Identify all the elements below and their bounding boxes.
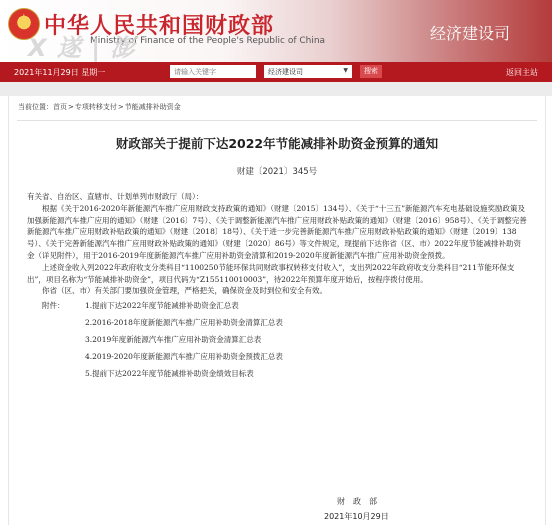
- watermark-logo: X 遂 | 澎: [28, 34, 136, 62]
- site-title[interactable]: 中华人民共和国财政部: [44, 14, 275, 39]
- chevron-down-icon: ▼: [343, 67, 348, 74]
- site-select[interactable]: [264, 65, 352, 78]
- breadcrumb-prefix: 当前位置：: [18, 103, 53, 111]
- site-subtitle: Ministry of Finance of the People's Republic of China: [90, 36, 326, 46]
- paragraph-3: 你省（区、市）有关部门要加强资金管理，严格把关，确保资金及时到位和安全有效。: [42, 286, 327, 296]
- article-panel: [8, 96, 546, 525]
- document-title: 财政部关于提前下达2022年节能减排补助资金预算的通知: [115, 136, 439, 151]
- document-number: 财建〔2021〕345号: [236, 167, 318, 177]
- attachments: [27, 300, 527, 385]
- sign-date: 2021年10月29日: [324, 512, 389, 521]
- header-spacer: [0, 82, 552, 96]
- home-link[interactable]: 返回主站: [506, 68, 538, 77]
- addressee: 有关省、自治区、直辖市、计划单列市财政厅（局）：: [27, 192, 204, 201]
- search-input[interactable]: [170, 65, 256, 78]
- breadcrumb-home[interactable]: 首页: [53, 103, 67, 111]
- breadcrumb-category[interactable]: 专项转移支付: [74, 103, 117, 111]
- attachment-link[interactable]: 1.提前下达2022年度节能减排补助资金汇总表: [85, 301, 239, 311]
- paragraph-2: 上述资金收入列2022年政府收支分类科目“1100250节能环保共同财政事权转移支付收入”，支出列2022年政府收支分类科目“211节能环保支出”，项目名称为“节能减排补助资金”，项目代码为“Z155110010003”，待2022年预算年度开始后，按程序拨付使用。: [27, 262, 515, 284]
- site-header: [0, 0, 552, 62]
- attachment-link[interactable]: 3.2019年度新能源汽车推广应用补助资金清算汇总表: [85, 335, 262, 345]
- document-body: [27, 191, 527, 385]
- section-name: 经济建设司: [429, 24, 510, 43]
- attachment-link[interactable]: 5.提前下达2022年度节能减排补助资金绩效目标表: [85, 369, 254, 379]
- paragraph-1: 根据《关于2016-2020年新能源汽车推广应用财政支持政策的通知》（财建〔2015〕134号）、《关于“十三五”新能源汽车充电基础设施奖励政策及加强新能源汽车推广应用的通知》（财建〔2016〕7号）、《关于调整新能源汽车推广应用财政补贴政策的通知》（财建〔2016〕958号）、《关于调整完善新能源汽车推广应用财政补贴政策的通知》（财建〔2018〕18号）、《关于进一步完善新能源汽车推广应用财政补贴政策的通知》（财建〔2019〕138号）、《关于完善新能源汽车推广应用财政补贴政策的通知》（财建〔2020〕86号）等文件规定，现提前下达你省（区、市）2022年度节能减排补助资金（详见附件），用于2016-2019年度新能源汽车推广应用补助资金清算和2019-2020年度新能源汽车推广应用补助资金预拨。: [27, 203, 527, 260]
- attachment-link[interactable]: 4.2019-2020年度新能源汽车推广应用补助资金预拨汇总表: [85, 352, 283, 362]
- breadcrumb-current[interactable]: 节能减排补助资金: [124, 103, 181, 111]
- attachments-label: 附件：: [42, 301, 65, 311]
- breadcrumb: 当前位置：首页>专项转移支付>节能减排补助资金: [18, 103, 181, 111]
- signature: 财 政 部: [337, 497, 377, 506]
- site-select-value: 经济建设司: [268, 68, 303, 76]
- attachment-link[interactable]: 2.2016-2018年度新能源汽车推广应用补助资金清算汇总表: [85, 318, 283, 328]
- national-emblem-icon: ★: [8, 8, 40, 40]
- top-toolbar: [0, 62, 552, 82]
- divider: [17, 120, 537, 121]
- search-button[interactable]: 搜索: [360, 65, 382, 78]
- current-date: 2021年11月29日 星期一: [14, 68, 106, 77]
